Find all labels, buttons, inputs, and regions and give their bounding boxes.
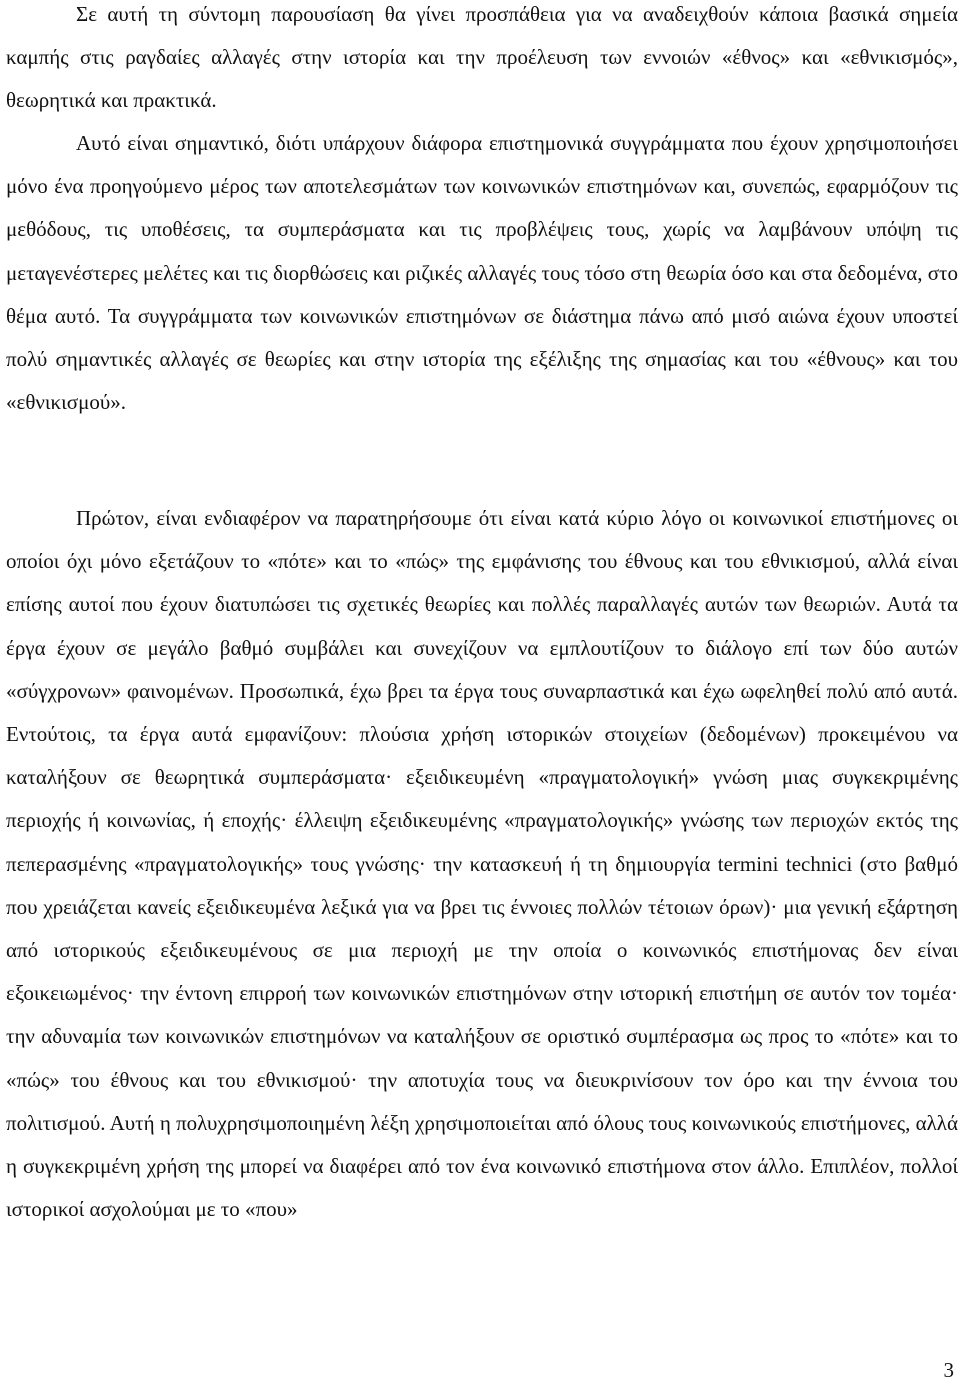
first-point-paragraph: Πρώτον, είναι ενδιαφέρον να παρατηρήσουμε ότι είναι κατά κύριο λόγο οι κοινωνικοί επιστήμονες οι οποίοι όχι μόνο εξετάζουν το «πότε» και το «πώς» της εμφάνισης του έθνους και του εθνικισμού, αλλά είναι επίσης αυτοί που έχουν διατυπώσει τις σχετικές θεωρίες και πολλές παραλλαγές αυτών των θεωριών. Αυτά τα έργα έχουν σε μεγάλο βαθμό συμβάλει και συνεχίζουν να εμπλουτίζουν το διάλογο επί των δύο αυτών «σύγχρονων» φαινομένων. Προσωπικά, έχω βρει τα έργα τους συναρπαστικά και έχω ωφεληθεί πολύ από αυτά. Εντούτοις, τα έργα αυτά εμφανίζουν: πλούσια χρήση ιστορικών στοιχείων (δεδομένων) προκειμένου να καταλήξουν σε θεωρητικά συμπεράσματα· εξειδικευμένη «πραγματολογική» γνώση μιας συγκεκριμένης περιοχής ή κοινωνίας, ή εποχής· έλλειψη εξειδικευμένης «πραγματολογικής» γνώσης των περιοχών εκτός της πεπερασμένης «πραγματολογικής» τους γνώσης· την κατασκευή ή τη δημιουργία termini technici (στο βαθμό που χρειάζεται κανείς εξειδικευμένα λεξικά για να βρει τις έννοιες πολλών τέτοιων όρων)· μια γενική εξάρτηση από ιστορικούς εξειδικευμένους σε μια περιοχή με την οποία ο κοινωνικός επιστήμονας δεν είναι εξοικειωμένος· την έντονη επιρροή των κοινωνικών επιστημόνων στην ιστορική επιστήμη σε αυτόν τον τομέα· την αδυναμία των κοινωνικών επιστημόνων να καταλήξουν σε οριστικό συμπέρασμα ως προς το «πότε» και το «πώς» του έθνους και του εθνικισμού· την αποτυχία τους να διευκρινίσουν τον όρο και την έννοια του πολιτισμού. Αυτή η πολυχρησιμοποιημένη λέξη χρησιμοποιείται από όλους τους κοινωνικούς επιστήμονες, αλλά η συγκεκριμένη χρήση της μπορεί να διαφέρει από τον ένα κοινωνικό επιστήμονα στον άλλο. Επιπλέον, πολλοί ιστορικοί ασχολούμαι με το «που» (6, 506, 958, 1222)
importance-paragraph: Αυτό είναι σημαντικό, διότι υπάρχουν διάφορα επιστημονικά συγγράμματα που έχουν χρησιμοποιήσει μόνο ένα προηγούμενο μέρος των αποτελεσμάτων των κοινωνικών επιστημόνων και, συνεπώς, εφαρμόζουν τις μεθόδους, τις υποθέσεις, τα συμπεράσματα και τις προβλέψεις τους, χωρίς να λαμβάνουν υπόψη τις μεταγενέστερες μελέτες και τις διορθώσεις και ριζικές αλλαγές τους τόσο στη θεωρία όσο και στα δεδομένα, στο θέμα αυτό. Τα συγγράμματα των κοινωνικών επιστημόνων σε διάστημα πάνω από μισό αιώνα έχουν υποστεί πολύ σημαντικές αλλαγές σε θεωρίες και στην ιστορία της εξέλιξης της σημασίας και του «έθνους» και του «εθνικισμού». (6, 131, 958, 415)
page-number: 3 (943, 1358, 954, 1382)
intro-paragraph: Σε αυτή τη σύντομη παρουσίαση θα γίνει προσπάθεια για να αναδειχθούν κάποια βασικά σημεία καμπής στις ραγδαίες αλλαγές στην ιστορία και την προέλευση των εννοιών «έθνος» και «εθνικισμός», θεωρητικά και πρακτικά. (6, 2, 958, 113)
